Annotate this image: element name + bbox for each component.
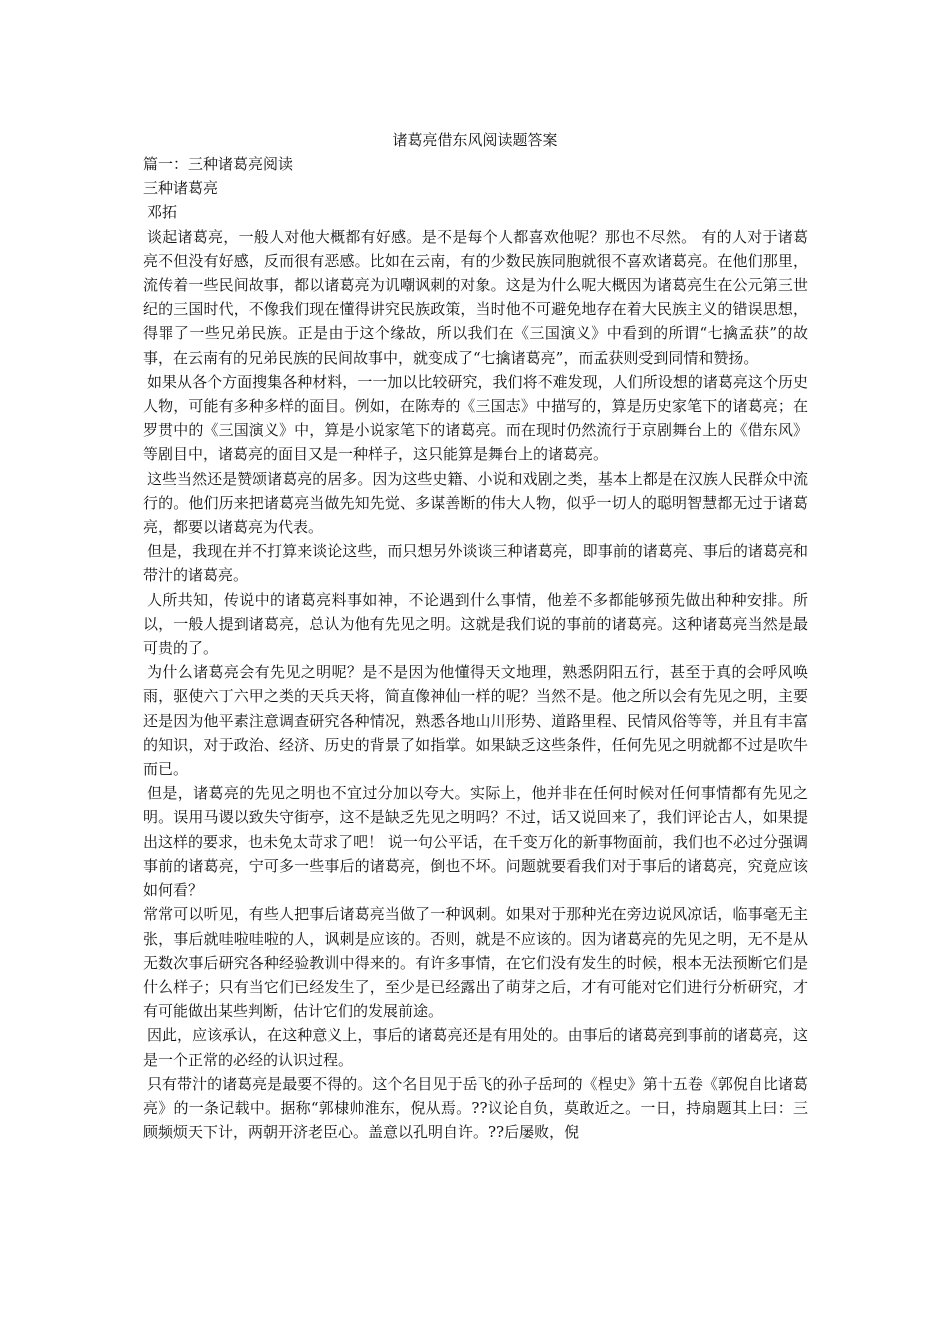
paragraph: 但是，诸葛亮的先见之明也不宜过分加以夸大。实际上，他并非在任何时候对任何事情都有先见之明。误用马谡以致失守街亭，这不是缺乏先见之明吗？不过，话又说回来了，我们评论古人，如果提出这样的要求，也未免太苛求了吧！ 说一句公平话，在千变万化的新事物面前，我们也不必过分强调事前的诸葛亮，宁可多一些事后的诸葛亮，倒也不坏。问题就要看我们对于事后的诸葛亮，究竟应该如何看？ — [143, 784, 808, 900]
paragraph: 常常可以听见，有些人把事后诸葛亮当做了一种讽刺。如果对于那种光在旁边说风凉话，临事毫无主张，事后就哇啦哇啦的人，讽刺是应该的。否则，就是不应该的。因为诸葛亮的先见之明，无不是从无数次事后研究各种经验教训中得来的。有许多事情，在它们没有发生的时候，根本无法预断它们是什么样子；只有当它们已经发生了，至少是已经露出了萌芽之后，才有可能对它们进行分析研究，才有可能做出某些判断，估计它们的发展前途。 — [143, 905, 808, 1021]
article-title: 三种诸葛亮 — [143, 179, 219, 198]
paragraph: 为什么诸葛亮会有先见之明呢？是不是因为他懂得天文地理，熟悉阴阳五行，甚至于真的会呼风唤雨，驱使六丁六甲之类的天兵天将，简直像神仙一样的呢？当然不是。他之所以会有先见之明，主要还是因为他平素注意调查研究各种情况，熟悉各地山川形势、道路里程、民情风俗等等，并且有丰富的知识，对于政治、经济、历史的背景了如指掌。如果缺乏这些条件，任何先见之明就都不过是吹牛而已。 — [143, 663, 808, 779]
paragraph: 人所共知，传说中的诸葛亮料事如神，不论遇到什么事情，他差不多都能够预先做出种种安排。所以，一般人提到诸葛亮，总认为他有先见之明。这就是我们说的事前的诸葛亮。这种诸葛亮当然是最可贵的了。 — [143, 590, 808, 658]
section-heading: 篇一：三种诸葛亮阅读 — [143, 155, 294, 173]
paragraph: 只有带汁的诸葛亮是最要不得的。这个名目见于岳飞的孙子岳珂的《桯史》第十五卷《郭倪自比诸葛亮》的一条记载中。据称“郭棣帅淮东，倪从焉。??议论自负，莫敢近之。一日，持扇题其上曰：三顾频烦天下计，两朝开济老臣心。盖意以孔明自许。??后屡败，倪 — [143, 1074, 808, 1142]
paragraph: 这些当然还是赞颂诸葛亮的居多。因为这些史籍、小说和戏剧之类，基本上都是在汉族人民群众中流行的。他们历来把诸葛亮当做先知先觉、多谋善断的伟大人物，似乎一切人的聪明智慧都无过于诸葛亮，都要以诸葛亮为代表。 — [143, 469, 808, 537]
document-body — [143, 152, 808, 1144]
paragraph: 谈起诸葛亮，一般人对他大概都有好感。是不是每个人都喜欢他呢？那也不尽然。 有的人对于诸葛亮不但没有好感，反而很有恶感。比如在云南，有的少数民族同胞就很不喜欢诸葛亮。在他们那里，流传着一些民间故事，都以诸葛亮为讥嘲讽刺的对象。这是为什么呢大概因为诸葛亮生在公元第三世纪的三国时代，不像我们现在懂得讲究民族政策，当时他不可避免地存在着大民族主义的错误思想，得罪了一些兄弟民族。正是由于这个缘故，所以我们在《三国演义》中看到的所谓“七擒孟获”的故事，在云南有的兄弟民族的民间故事中，就变成了“七擒诸葛亮”，而孟获则受到同情和赞扬。 — [143, 227, 808, 367]
paragraph: 如果从各个方面搜集各种材料，一一加以比较研究，我们将不难发现，人们所设想的诸葛亮这个历史人物，可能有多种多样的面目。例如，在陈寿的《三国志》中描写的，算是历史家笔下的诸葛亮；在罗贯中的《三国演义》中，算是小说家笔下的诸葛亮。而在现时仍然流行于京剧舞台上的《借东风》等剧目中，诸葛亮的面目又是一种样子，这只能算是舞台上的诸葛亮。 — [143, 372, 808, 464]
paragraph: 但是，我现在并不打算来谈论这些，而只想另外谈谈三种诸葛亮，即事前的诸葛亮、事后的诸葛亮和带汁的诸葛亮。 — [143, 542, 808, 585]
paragraph: 因此，应该承认，在这种意义上，事后的诸葛亮还是有用处的。由事后的诸葛亮到事前的诸葛亮，这是一个正常的必经的认识过程。 — [143, 1026, 808, 1069]
article-author: 邓拓 — [147, 203, 178, 222]
document-title: 诸葛亮借东风阅读题答案 — [392, 131, 558, 149]
